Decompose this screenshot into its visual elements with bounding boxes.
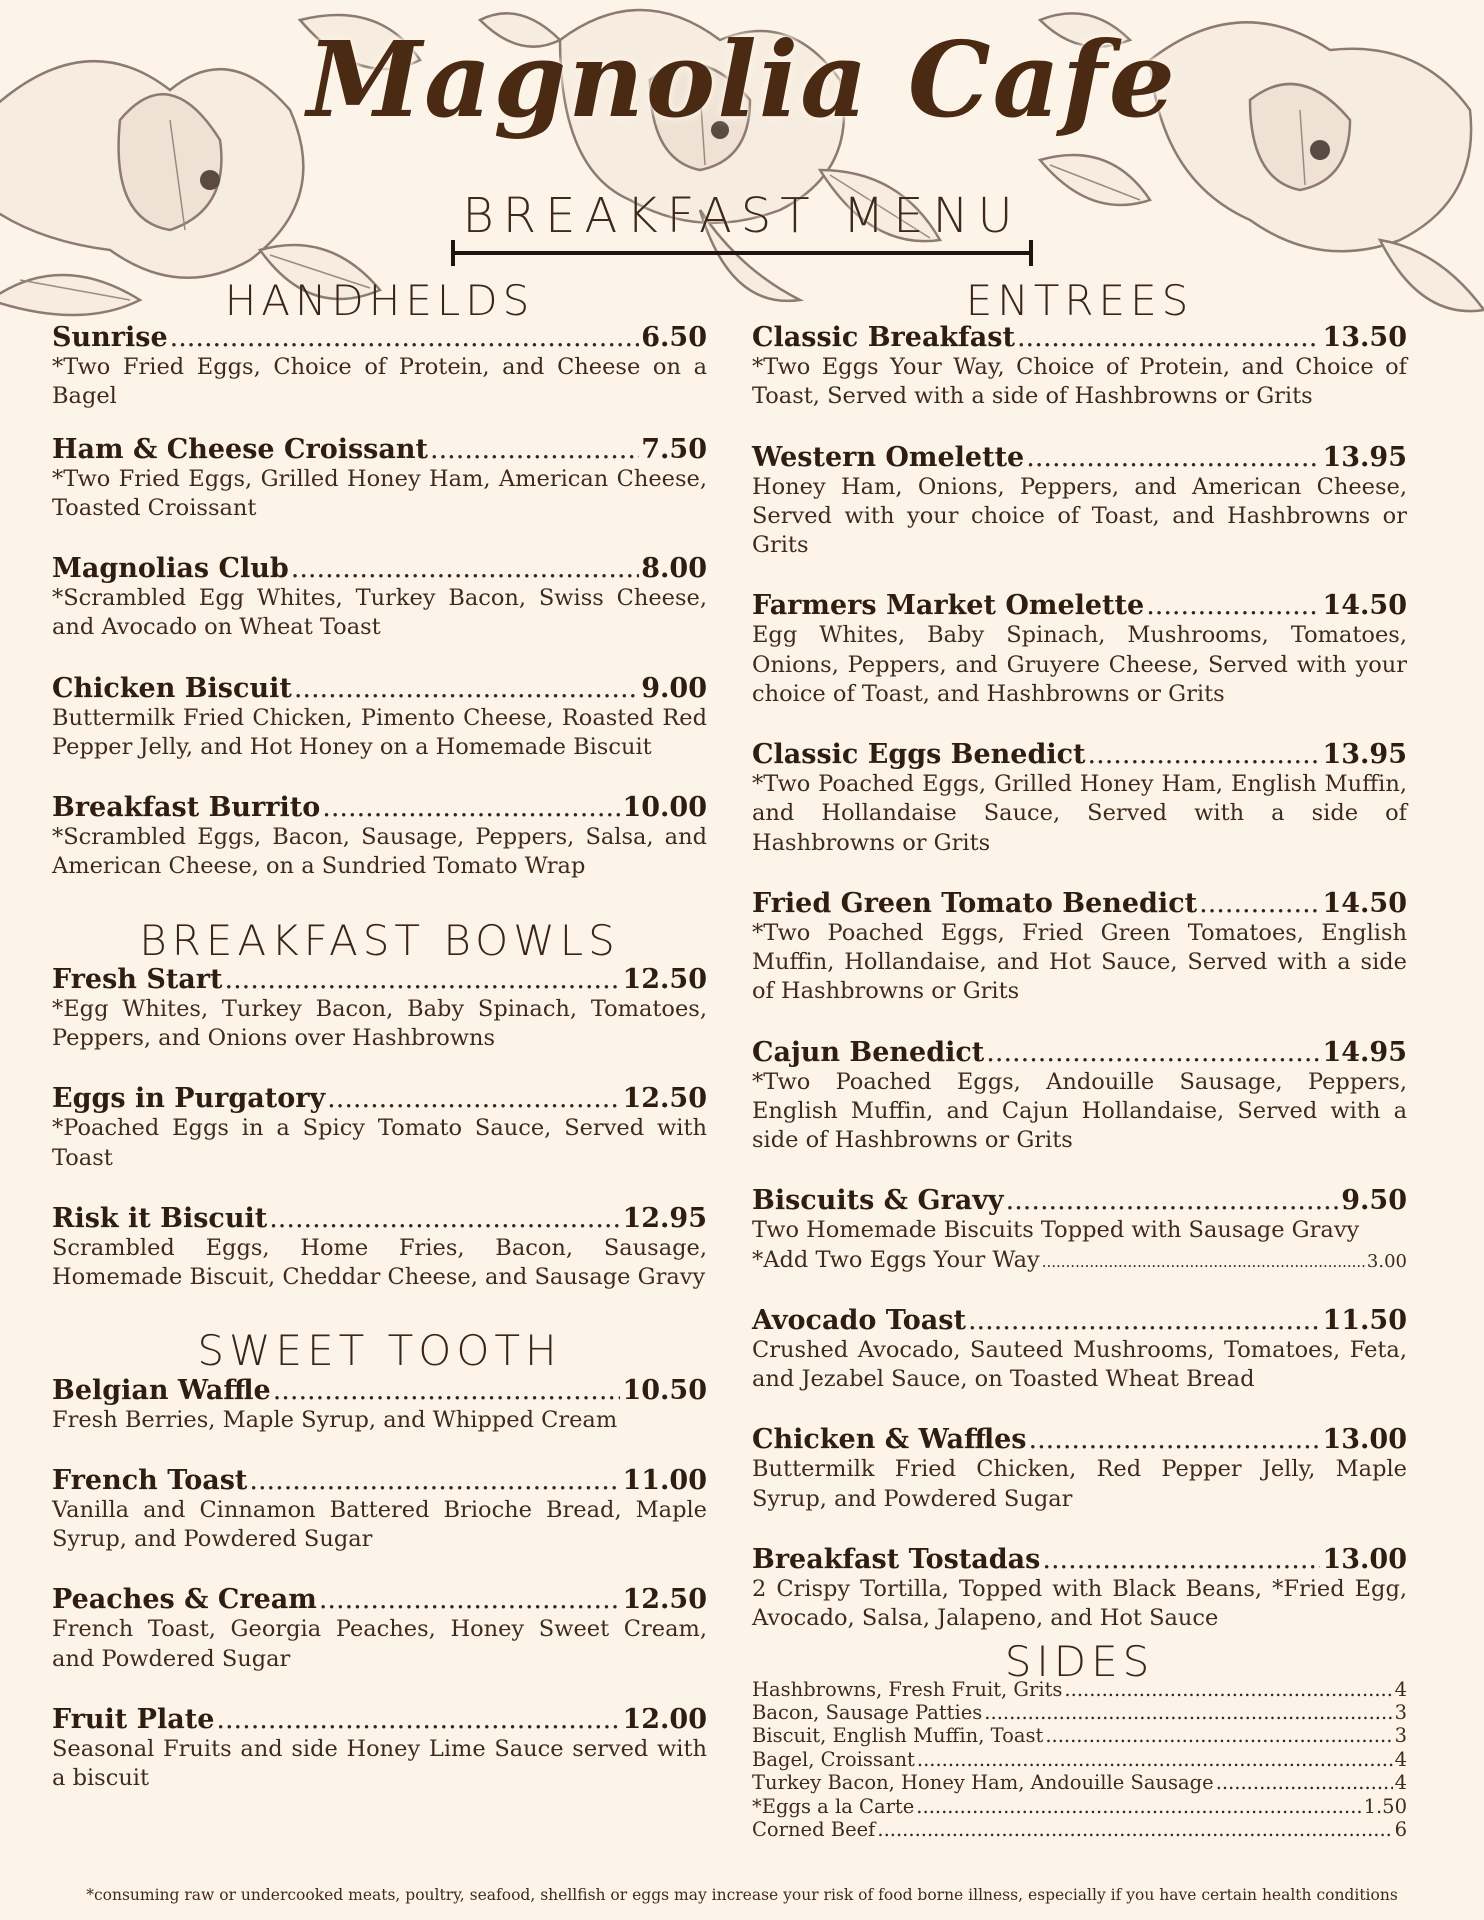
menu-item [752,590,1407,709]
item-description: Two Homemade Biscuits Topped with Sausage Gravy [752,1217,1360,1244]
addon-name: *Add Two Eggs Your Way [752,1246,1040,1273]
handhelds-list [52,322,707,882]
item-price: 12.50 [622,963,707,995]
side-item [752,1748,1407,1771]
menu-item [752,1185,1407,1275]
item-description: *Two Poached Eggs, Fried Green Tomatoes, English Muffin, Hollandaise, and Hot Sauce, Served with a side of Hashbrowns or Grits [752,919,1407,1005]
item-name: Avocado Toast [752,1304,966,1336]
item-name: Breakfast Tostadas [752,1543,1041,1575]
item-name: Breakfast Burrito [52,792,321,824]
menu-item [52,1375,707,1435]
health-disclaimer: *consuming raw or undercooked meats, poultry, seafood, shellfish or eggs may increase your risk of food borne illness, especially if you have certain health conditions [86,1886,1398,1904]
section-title-entrees: ENTREES [965,276,1194,325]
side-item [752,1678,1407,1701]
item-description: *Two Eggs Your Way, Choice of Protein, and Choice of Toast, Served with a side of Hashbrowns or Grits [752,354,1407,410]
item-price: 11.50 [1322,1304,1407,1336]
item-name: Eggs in Purgatory [52,1083,326,1115]
addon-price: 3.00 [1366,1250,1407,1272]
menu-item [52,1083,707,1173]
item-price: 13.95 [1322,441,1407,473]
item-name: Magnolias Club [52,553,289,585]
item-price: 6.50 [641,322,707,354]
side-name: Hashbrowns, Fresh Fruit, Grits [752,1677,1063,1701]
section-title-sweet-tooth: SWEET TOOTH [197,1326,562,1376]
item-description: Buttermilk Fried Chicken, Pimento Cheese, Roasted Red Pepper Jelly, and Hot Honey on a Homemade Biscuit [52,704,707,760]
item-description: Crushed Avocado, Sauteed Mushrooms, Tomatoes, Feta, and Jezabel Sauce, on Toasted Wheat Bread [752,1336,1407,1393]
item-name: Classic Breakfast [752,322,1015,354]
section-title-breakfast-bowls: BREAKFAST BOWLS [139,915,620,965]
side-item [752,1818,1407,1841]
item-price: 11.00 [622,1464,707,1496]
menu-subtitle: BREAKFAST MENU [462,188,1022,244]
right-column [752,278,1407,1841]
item-price: 14.50 [1322,887,1407,919]
item-name: Classic Eggs Benedict [752,739,1086,771]
item-name: Risk it Biscuit [52,1202,268,1234]
item-description: Fresh Berries, Maple Syrup, and Whipped Cream [52,1406,618,1433]
item-price: 12.50 [622,1584,707,1616]
side-price: 4 [1394,1747,1407,1771]
item-name: Cajun Benedict [752,1036,985,1068]
sweet-tooth-list [52,1375,707,1794]
side-name: Biscuit, English Muffin, Toast [752,1724,1044,1748]
item-description: Scrambled Eggs, Home Fries, Bacon, Sausage, Homemade Biscuit, Cheddar Cheese, and Sausage Gravy [52,1234,707,1291]
item-name: Fried Green Tomato Benedict [752,887,1198,919]
section-title-sides: SIDES [1004,1637,1155,1687]
item-addon [752,1246,1407,1275]
item-name: Farmers Market Omelette [752,590,1145,622]
menu-item [752,1424,1407,1514]
side-price: 6 [1394,1817,1407,1841]
item-price: 14.95 [1322,1036,1407,1068]
item-name: Ham & Cheese Croissant [52,433,428,465]
menu-item [752,1544,1407,1634]
menu-item [752,442,1407,561]
menu-item [752,322,1407,412]
item-name: Western Omelette [752,441,1025,473]
item-name: Sunrise [52,322,168,354]
side-item [752,1771,1407,1794]
item-price: 7.50 [641,433,707,465]
side-price: 1.50 [1363,1794,1407,1818]
subtitle-underline [451,251,1033,255]
menu-item [52,1203,707,1293]
sides-list [752,1678,1407,1842]
side-name: Bagel, Croissant [752,1747,915,1771]
item-price: 10.00 [622,792,707,824]
item-price: 9.50 [1341,1185,1407,1217]
menu-item [52,553,707,643]
menu-item [752,1037,1407,1156]
side-name: *Eggs a la Carte [752,1794,915,1818]
menu-item [752,739,1407,858]
entrees-list [752,322,1407,1633]
item-description: Egg Whites, Baby Spinach, Mushrooms, Tomatoes, Onions, Peppers, and Gruyere Cheese, Served with your choice of Toast, and Hashbrowns or Grits [752,622,1407,707]
item-name: Chicken Biscuit [52,672,292,704]
menu-item [52,434,707,524]
item-description: French Toast, Georgia Peaches, Honey Sweet Cream, and Powdered Sugar [52,1616,707,1672]
side-name: Turkey Bacon, Honey Ham, Andouille Sausage [752,1771,1214,1795]
menu-item [52,792,707,882]
item-description: Buttermilk Fried Chicken, Red Pepper Jelly, Maple Syrup, and Powdered Sugar [752,1456,1407,1512]
side-price: 3 [1394,1724,1407,1748]
item-price: 14.50 [1322,590,1407,622]
item-name: Belgian Waffle [52,1374,271,1406]
menu-item [52,673,707,763]
item-price: 10.50 [622,1374,707,1406]
item-price: 12.95 [622,1202,707,1234]
menu-item [752,888,1407,1007]
item-description: *Two Fried Eggs, Grilled Honey Ham, American Cheese, Toasted Croissant [52,465,707,521]
item-description: Vanilla and Cinnamon Battered Brioche Bread, Maple Syrup, and Powdered Sugar [52,1496,707,1553]
item-name: Peaches & Cream [52,1584,317,1616]
breakfast-bowls-list [52,964,707,1293]
side-item [752,1795,1407,1818]
side-name: Bacon, Sausage Patties [752,1701,983,1725]
item-description: *Two Fried Eggs, Choice of Protein, and Cheese on a Bagel [52,354,707,410]
item-price: 9.00 [641,672,707,704]
side-item [752,1701,1407,1724]
item-name: Chicken & Waffles [752,1424,1027,1456]
menu-item [52,322,707,412]
item-description: *Two Poached Eggs, Andouille Sausage, Peppers, English Muffin, and Cajun Hollandaise, Served with a side of Hashbrowns or Grits [752,1068,1407,1154]
left-column [52,278,707,1823]
item-description: Seasonal Fruits and side Honey Lime Sauce served with a biscuit [52,1735,707,1792]
item-description: *Scrambled Eggs, Bacon, Sausage, Peppers, Salsa, and American Cheese, on a Sundried Tomato Wrap [52,824,707,880]
menu-item [52,1584,707,1674]
menu-item [52,1465,707,1555]
item-description: *Two Poached Eggs, Grilled Honey Ham, English Muffin, and Hollandaise Sauce, Served with a side of Hashbrowns or Grits [752,771,1407,856]
item-description: Honey Ham, Onions, Peppers, and American Cheese, Served with your choice of Toast, and Hashbrowns or Grits [752,473,1407,559]
menu-item [52,1704,707,1794]
item-price: 13.00 [1322,1424,1407,1456]
item-price: 12.50 [622,1083,707,1115]
side-price: 3 [1394,1701,1407,1725]
item-description: *Poached Eggs in a Spicy Tomato Sauce, Served with Toast [52,1115,707,1171]
item-name: French Toast [52,1464,248,1496]
side-price: 4 [1394,1677,1407,1701]
side-name: Corned Beef [752,1817,876,1841]
section-title-handhelds: HANDHELDS [224,276,535,325]
item-name: Fresh Start [52,963,223,995]
item-price: 8.00 [641,553,707,585]
item-price: 12.00 [622,1703,707,1735]
item-price: 13.00 [1322,1543,1407,1575]
item-description: *Scrambled Egg Whites, Turkey Bacon, Swiss Cheese, and Avocado on Wheat Toast [52,585,707,641]
item-description: 2 Crispy Tortilla, Topped with Black Beans, *Fried Egg, Avocado, Salsa, Jalapeno, and Hot Sauce [752,1575,1407,1632]
side-price: 4 [1394,1771,1407,1795]
cafe-logo-title: Magnolia Cafe [307,18,1177,141]
item-description: *Egg Whites, Turkey Bacon, Baby Spinach, Tomatoes, Peppers, and Onions over Hashbrowns [52,995,707,1052]
item-name: Fruit Plate [52,1703,215,1735]
menu-item [52,964,707,1054]
item-name: Biscuits & Gravy [752,1185,1004,1217]
item-price: 13.95 [1322,739,1407,771]
menu-item [752,1305,1407,1395]
side-item [752,1724,1407,1747]
item-price: 13.50 [1322,322,1407,354]
